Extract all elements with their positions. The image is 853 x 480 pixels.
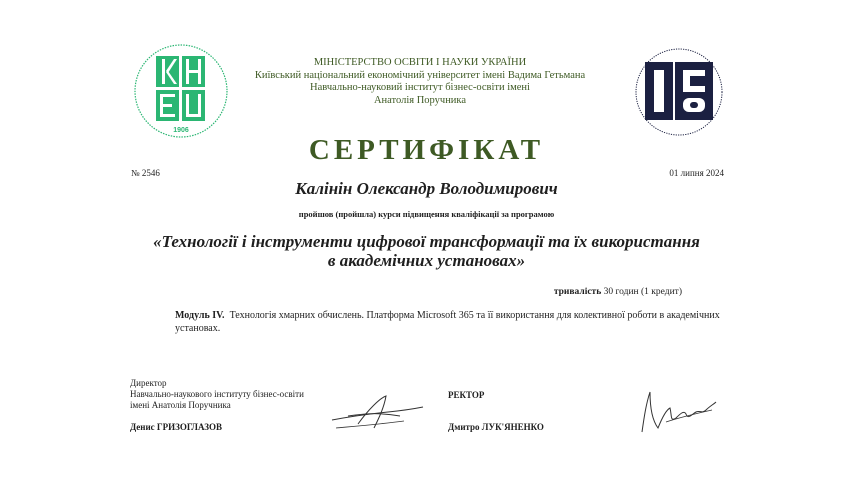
institute-line: Навчально-науковий інститут бізнес-освіти імені (310, 82, 530, 94)
director-signature (328, 390, 428, 435)
ibo-logo (633, 46, 725, 138)
director-line2: Навчально-наукового інституту бізнес-освіти (130, 389, 304, 399)
rector-title: РЕКТОР (448, 390, 485, 400)
director-title (130, 378, 330, 411)
module-text: Технологія хмарних обчислень. Платформа Microsoft 365 та її використання для колективної роботи в академічних установах. (175, 310, 720, 334)
institution-header (220, 57, 620, 107)
director-name: Денис ГРИЗОГЛАЗОВ (130, 422, 222, 432)
university-line: Київський національний економічний університет імені Вадима Гетьмана (254, 69, 586, 81)
duration-label: тривалість (553, 287, 602, 297)
passed-text: пройшов (пройшла) курси підвищення кваліфікації за програмою (298, 209, 555, 219)
duration-rest: годин (1 кредит) (615, 287, 682, 297)
certificate-date: 01 липня 2024 (669, 168, 724, 178)
module-description (175, 309, 735, 335)
module-label: Модуль IV. (175, 310, 225, 321)
duration-hours: 30 (603, 287, 614, 297)
director-line1: Директор (130, 378, 167, 388)
rector-name: Дмитро ЛУК'ЯНЕНКО (448, 422, 544, 432)
recipient-name: Калінін Олександр Володимирович (295, 179, 558, 198)
program-title-line2: в академічних установах» (327, 251, 526, 270)
program-title-line1: «Технології і інструменти цифрової трансформації та їх використання (153, 232, 700, 251)
certificate-title: СЕРТИФІКАТ (308, 134, 545, 166)
duration (430, 287, 682, 297)
program-title (100, 232, 753, 270)
institute-name-line: Анатолія Поручника (373, 94, 467, 106)
kneu-logo (132, 42, 230, 140)
certificate-number: № 2546 (131, 168, 160, 178)
kneu-logo-year: 1906 (173, 127, 189, 134)
director-line3: імені Анатолія Поручника (130, 400, 231, 410)
ministry-line: МІНІСТЕРСТВО ОСВІТИ І НАУКИ УКРАЇНИ (313, 57, 527, 68)
rector-signature (636, 388, 720, 438)
